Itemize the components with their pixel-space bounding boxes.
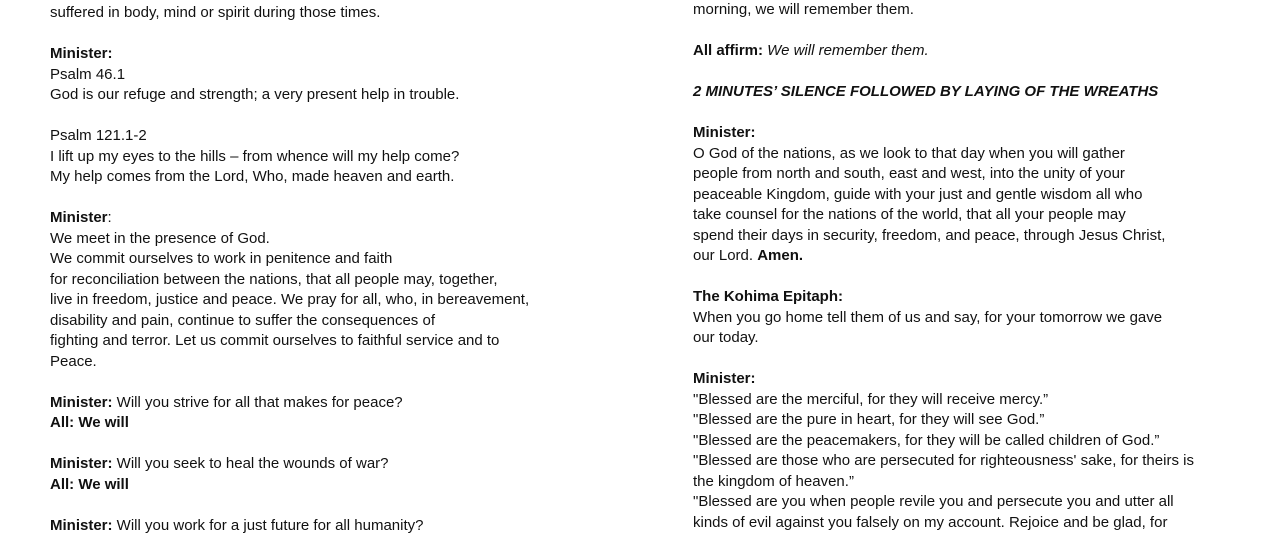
- commitment-line: fighting and terror. Let us commit ourselves to faithful service and to: [50, 332, 500, 349]
- right-column: [693, 0, 1253, 533]
- minister-label: Minister:: [50, 45, 113, 62]
- right-opening-line: morning, we will remember them.: [693, 1, 914, 18]
- kohima-heading: The Kohima Epitaph:: [693, 288, 843, 305]
- affirm-text: We will remember them.: [763, 42, 929, 59]
- prayer-line: people from north and south, east and west, into the unity of your: [693, 165, 1125, 182]
- left-column: [50, 3, 650, 536]
- minister-label: Minister:: [693, 124, 756, 141]
- prayer-last-line: [693, 246, 1253, 267]
- question-line: [50, 393, 650, 414]
- question-text: Will you seek to heal the wounds of war?: [112, 455, 389, 472]
- commitment-line: We commit ourselves to work in penitence and faith: [50, 250, 393, 267]
- colon: :: [107, 209, 112, 226]
- psalm-46-reference: Psalm 46.1: [50, 65, 126, 83]
- minister-label: Minister: [50, 209, 108, 226]
- question-line: [50, 454, 650, 475]
- minister-label: Minister:: [50, 393, 113, 411]
- kohima-line: When you go home tell them of us and say, for your tomorrow we gave: [693, 308, 1163, 326]
- response-line: All: We will: [50, 414, 129, 431]
- beatitude-line: "Blessed are the pure in heart, for they will see God.”: [693, 411, 1045, 428]
- question-text: Will you work for a just future for all humanity?: [112, 516, 424, 534]
- response-line: All: We will: [50, 475, 129, 493]
- affirm-line: [693, 41, 1253, 62]
- beatitude-line: "Blessed are the merciful, for they will receive mercy.”: [693, 390, 1049, 408]
- psalm-121-line: My help comes from the Lord, Who, made heaven and earth.: [50, 168, 455, 185]
- kohima-line: our today.: [693, 329, 759, 346]
- beatitude-line: "Blessed are the peacemakers, for they will be called children of God.”: [693, 431, 1160, 449]
- commitment-line: We meet in the presence of God.: [50, 229, 270, 247]
- beatitude-line: kinds of evil against you falsely on my account. Rejoice and be glad, for: [693, 513, 1168, 531]
- prayer-line: O God of the nations, as we look to that day when you will gather: [693, 144, 1125, 162]
- commitment-line: disability and pain, continue to suffer the consequences of: [50, 311, 435, 329]
- prayer-text: our Lord.: [693, 247, 758, 264]
- amen: Amen.: [757, 247, 804, 264]
- psalm-121-line: I lift up my eyes to the hills – from whence will my help come?: [50, 147, 460, 165]
- affirm-label: All affirm:: [693, 42, 764, 59]
- minister-label: Minister:: [693, 370, 756, 387]
- beatitude-line: the kingdom of heaven.”: [693, 472, 854, 490]
- beatitude-line: "Blessed are you when people revile you and persecute you and utter all: [693, 493, 1174, 510]
- prayer-line: peaceable Kingdom, guide with your just and gentle wisdom all who: [693, 185, 1143, 203]
- psalm-121-reference: Psalm 121.1-2: [50, 127, 147, 144]
- prayer-line: take counsel for the nations of the world, that all your people may: [693, 206, 1126, 223]
- beatitude-line: "Blessed are those who are persecuted for righteousness' sake, for theirs is: [693, 452, 1194, 469]
- left-opening-line: suffered in body, mind or spirit during those times.: [50, 4, 381, 21]
- minister-label-line: [50, 208, 650, 229]
- commitment-line: Peace.: [50, 352, 97, 370]
- prayer-line: spend their days in security, freedom, and peace, through Jesus Christ,: [693, 226, 1166, 244]
- minister-label: Minister:: [50, 455, 113, 472]
- question-text: Will you strive for all that makes for peace?: [112, 393, 403, 411]
- silence-heading: 2 MINUTES’ SILENCE FOLLOWED BY LAYING OF THE WREATHS: [693, 83, 1159, 100]
- commitment-line: live in freedom, justice and peace. We pray for all, who, in bereavement,: [50, 291, 530, 308]
- psalm-46-text: God is our refuge and strength; a very present help in trouble.: [50, 86, 460, 103]
- minister-label: Minister:: [50, 516, 113, 534]
- question-line: [50, 516, 650, 537]
- commitment-line: for reconciliation between the nations, that all people may, together,: [50, 270, 498, 288]
